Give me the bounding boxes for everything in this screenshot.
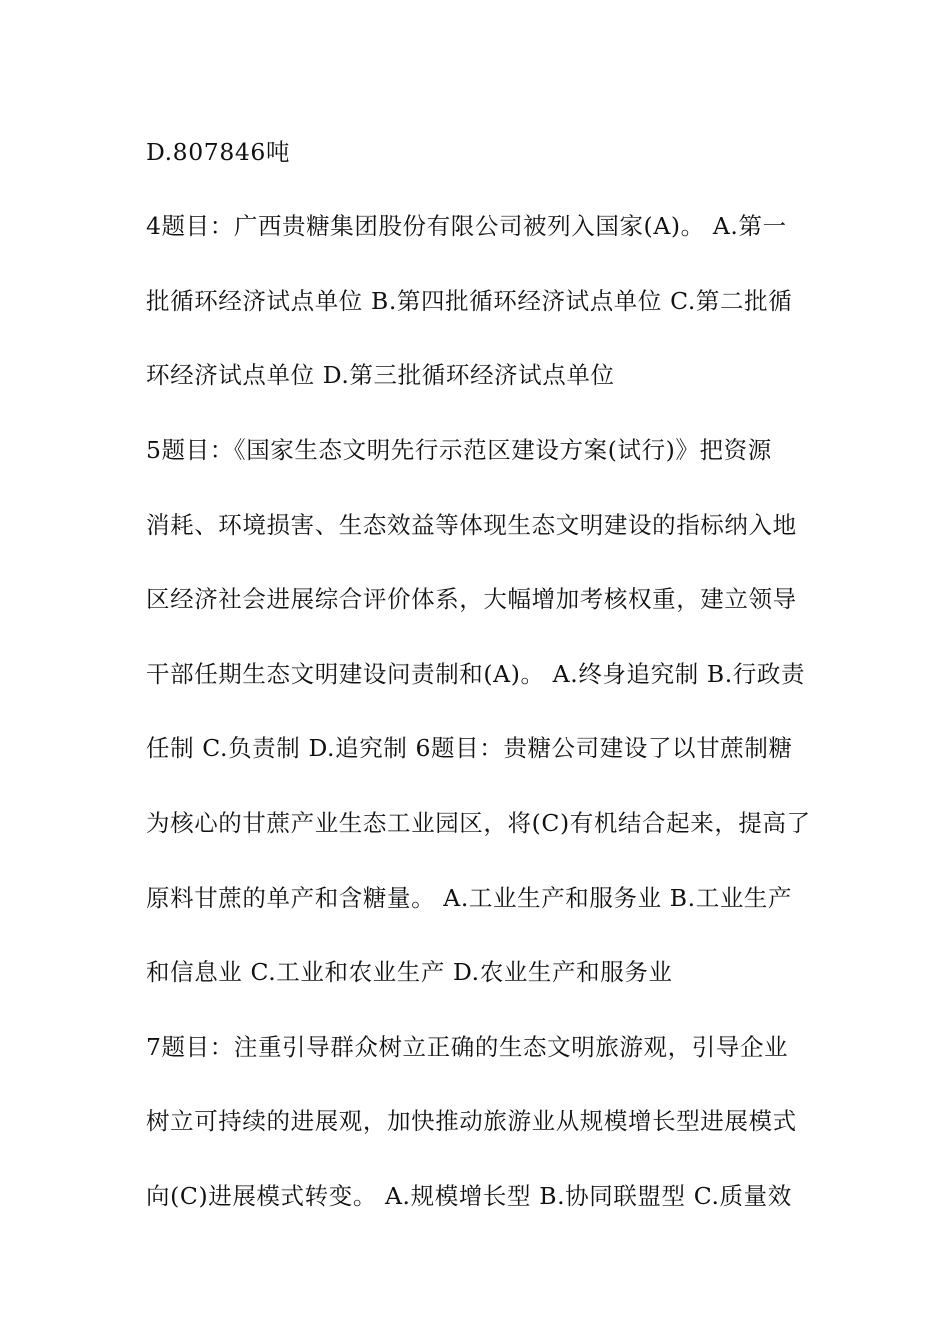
text-line-6: 消耗、环境损害、生态效益等体现生态文明建设的指标纳入地 [146, 511, 797, 539]
text-line-3: 批循环经济试点单位 B.第四批循环经济试点单位 C.第二批循 [146, 287, 793, 315]
text-line-11: 原料甘蔗的单产和含糖量。 A.工业生产和服务业 B.工业生产 [146, 884, 793, 912]
text-line-9: 任制 C.负责制 D.追究制 6题目：贵糖公司建设了以甘蔗制糖 [146, 734, 793, 762]
text-line-13: 7题目：注重引导群众树立正确的生态文明旅游观，引导企业 [146, 1033, 789, 1061]
text-line-5: 5题目：《国家生态文明先行示范区建设方案(试行)》把资源 [146, 436, 772, 464]
text-line-4: 环经济试点单位 D.第三批循环经济试点单位 [146, 361, 615, 389]
text-line-12: 和信息业 C.工业和农业生产 D.农业生产和服务业 [146, 958, 673, 986]
text-line-8: 干部任期生态文明建设问责制和(A)。 A.终身追究制 B.行政责 [146, 660, 806, 688]
text-line-7: 区经济社会进展综合评价体系，大幅增加考核权重，建立领导 [146, 585, 797, 613]
text-line-2: 4题目：广西贵糖集团股份有限公司被列入国家(A)。 A.第一 [146, 212, 787, 240]
text-line-10: 为核心的甘蔗产业生态工业园区，将(C)有机结合起来，提高了 [146, 809, 811, 837]
text-line-14: 树立可持续的进展观，加快推动旅游业从规模增长型进展模式 [146, 1107, 797, 1135]
text-line-1: D.807846吨 [146, 138, 291, 166]
text-line-15: 向(C)进展模式转变。 A.规模增长型 B.协同联盟型 C.质量效 [146, 1182, 792, 1210]
